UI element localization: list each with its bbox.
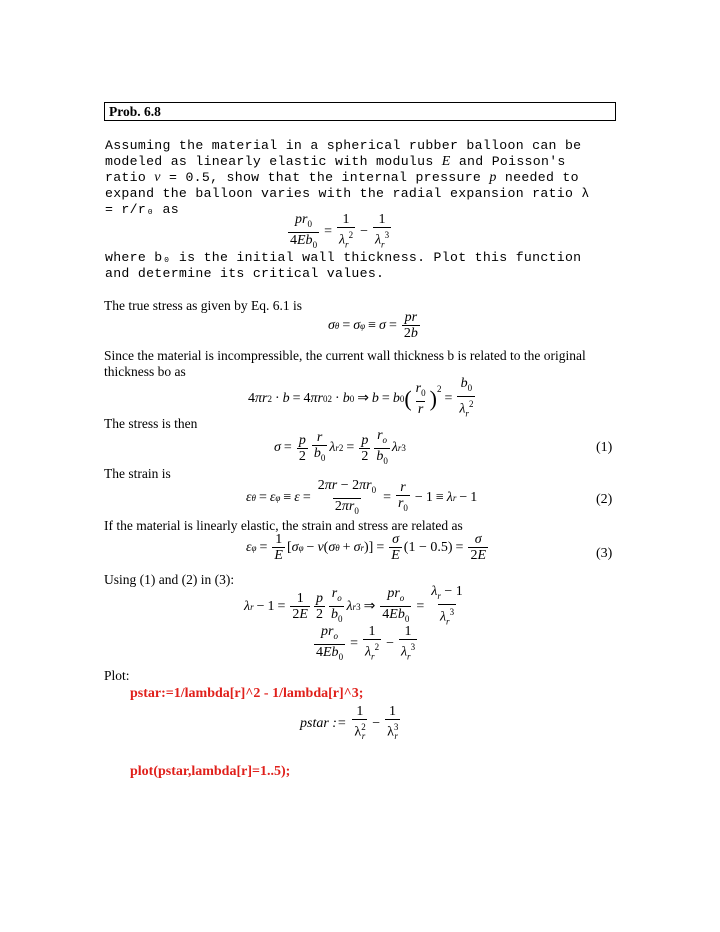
- equation-result: $\frac{pr_o}{4Eb_0}$ = $\frac{1}{\lambda_r^2}$ − $\frac{1}{\lambda_r^3}$: [312, 624, 419, 665]
- modulus-symbol: E: [441, 154, 451, 169]
- equation-stress: σ = $\frac{p}{2}$ $\frac{r}{b_0}$ λ r 2 = $\frac{p}{2}$ $\frac{r_o}{b_0}$ λ r 3: [274, 428, 406, 469]
- text-incompressible-2: thickness bo as: [104, 364, 186, 379]
- statement-line-4: expand the balloon varies with the radial expansion ratio λ: [105, 186, 590, 201]
- equation-combined: λ r − 1 = $\frac{1}{2E}$ $\frac{p}{2}$ $\frac{r_o}{b_0}$ λ r 3 ⇒ $\frac{pr_o}{4Eb_0}$ = $\frac{\lambda_r - 1}{\lambda_r^3}$: [244, 584, 467, 629]
- equation-true-stress: σ θ = σ φ ≡ σ = $\frac{pr}{2b}$: [328, 310, 418, 341]
- pressure-symbol: p: [489, 170, 497, 185]
- text-strain: The strain is: [104, 466, 171, 481]
- problem-title: Prob. 6.8: [109, 104, 161, 119]
- maple-output-lhs: pstar :=: [300, 716, 347, 732]
- text-plot: Plot:: [104, 668, 130, 683]
- statement-line-1: Assuming the material in a spherical rubber balloon can be: [105, 138, 582, 153]
- statement-line-7: and determine its critical values.: [105, 266, 385, 281]
- nu-symbol: ν: [154, 170, 161, 185]
- equation-hooke: ε φ = $\frac{1}{E}$ [ σ φ − ν ( σ θ + σ r )] = $\frac{\sigma}{E}$ (1 − 0.5) = $\frac{\sigma}{2E}$: [246, 532, 486, 563]
- equation-thickness: 4 πr 2 · b = 4 πr 0 2 · b 0 ⇒ b = b 0 ( $\frac{r_0}{r}$ ) $^2$ = $\frac{b_0}{\lambda_r^2}$: [248, 376, 477, 421]
- equation-number-1: (1): [596, 440, 613, 455]
- text-linear-elastic: If the material is linearly elastic, the strain and stress are related as: [104, 518, 463, 533]
- maple-command-pstar: pstar:=1/lambda[r]^2 - 1/lambda[r]^3;: [130, 686, 364, 701]
- statement-line-3: ratio ν = 0.5, show that the internal pressure p needed to: [105, 170, 579, 185]
- statement-line-5: = r/r₀ as: [105, 202, 179, 217]
- text-incompressible-1: Since the material is incompressible, the current wall thickness b is related to the original: [104, 348, 586, 363]
- text-stress-then: The stress is then: [104, 416, 198, 431]
- equation-number-3: (3): [596, 546, 613, 561]
- maple-command-plot: plot(pstar,lambda[r]=1..5);: [130, 764, 291, 779]
- problem-header: [104, 102, 616, 121]
- equation-number-2: (2): [596, 492, 613, 507]
- text-using: Using (1) and (2) in (3):: [104, 572, 235, 587]
- text-true-stress: The true stress as given by Eq. 6.1 is: [104, 298, 302, 313]
- statement-line-6: where b₀ is the initial wall thickness. Plot this function: [105, 250, 582, 265]
- equation-pressure-ratio: $\frac{pr_0}{4Eb_0}$ = $\frac{1}{\lambda_r^2}$ − $\frac{1}{\lambda_r^3}$: [286, 212, 393, 253]
- equation-strain: ε θ = ε φ ≡ ε = $\frac{2\pi r - 2\pi r_0}{2\pi r_0}$ = $\frac{r}{r_0}$ − 1 ≡ λ r − 1: [246, 478, 477, 519]
- statement-line-2: modeled as linearly elastic with modulus E and Poisson's: [105, 154, 566, 169]
- maple-output-pstar: pstar := $\frac{1}{\lambda^2_r}$ − $\frac{1}{\lambda^3_r}$: [300, 704, 402, 744]
